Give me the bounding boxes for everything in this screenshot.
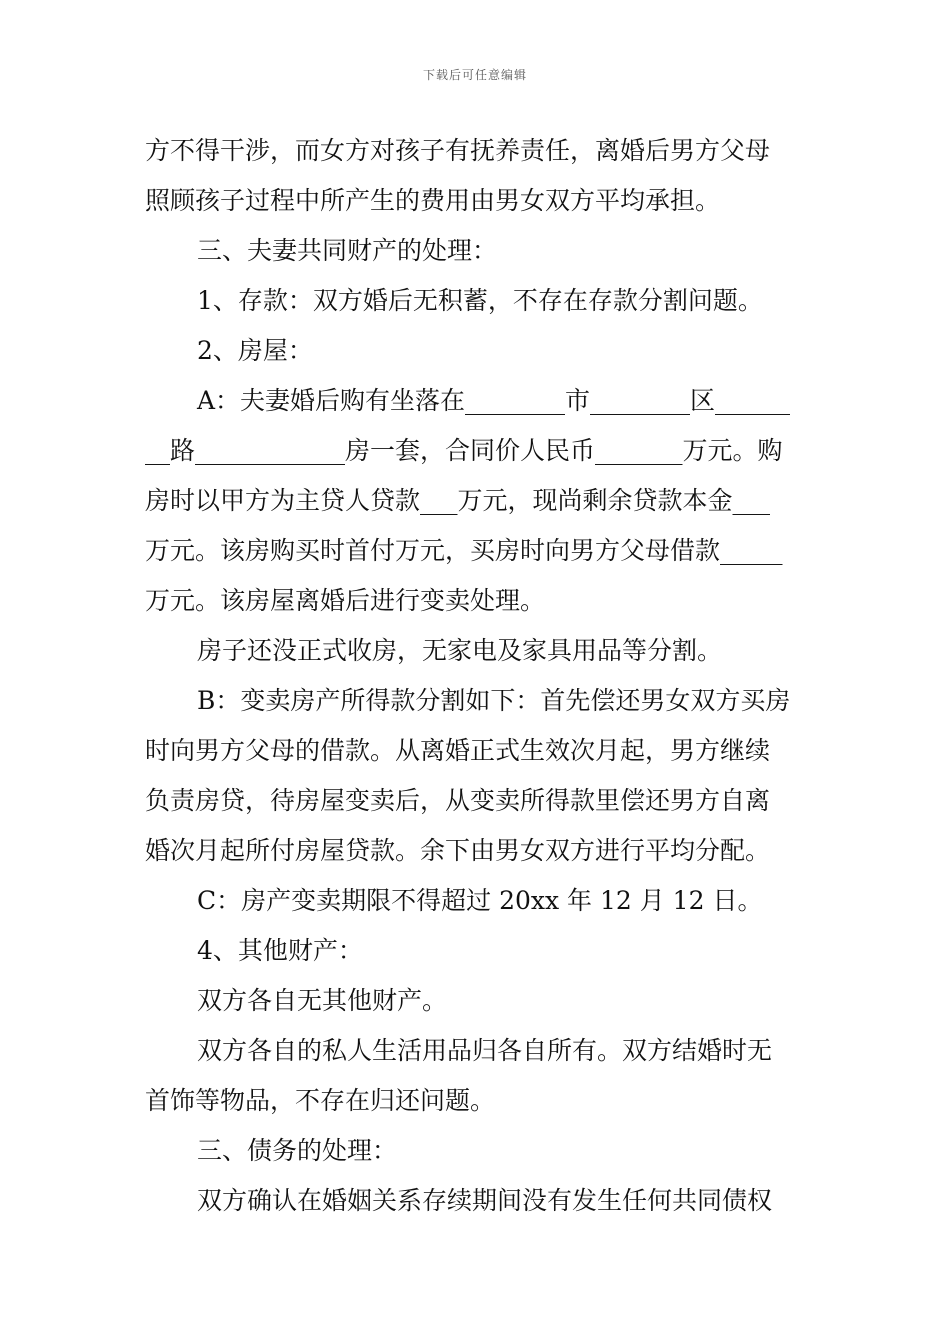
document-body: [145, 126, 807, 1226]
text-line: C：房产变卖期限不得超过 20xx 年 12 月 12 日。: [197, 886, 763, 915]
text-line: 时向男方父母的借款。从离婚正式生效次月起，男方继续: [145, 736, 771, 765]
text-line: 婚次月起所付房屋贷款。余下由男女双方进行平均分配。: [145, 836, 771, 865]
text-line: 方不得干涉，而女方对孩子有抚养责任，离婚后男方父母: [145, 136, 771, 165]
text-line: 首饰等物品，不存在归还问题。: [145, 1086, 496, 1115]
text-line: 负责房贷，待房屋变卖后，从变卖所得款里偿还男方自离: [145, 786, 771, 815]
text-line: __路____________房一套，合同价人民币_______万元。购: [145, 436, 783, 465]
text-line: 万元。该房购买时首付万元，买房时向男方父母借款_____: [145, 536, 783, 565]
text-line: 房子还没正式收房，无家电及家具用品等分割。: [197, 636, 723, 665]
text-line: 4、其他财产：: [197, 936, 363, 965]
text-line: A：夫妻婚后购有坐落在________市________区______: [197, 386, 791, 415]
text-line: 2、房屋：: [197, 336, 313, 365]
section-heading: 三、债务的处理：: [197, 1136, 398, 1165]
page-header: 下载后可任意编辑: [422, 68, 527, 82]
text-line: 房时以甲方为主贷人贷款___万元，现尚剩余贷款本金___: [145, 486, 771, 515]
text-line: 双方确认在婚姻关系存续期间没有发生任何共同债权: [197, 1186, 773, 1215]
text-line: 双方各自的私人生活用品归各自所有。双方结婚时无: [197, 1036, 773, 1065]
text-line: 照顾孩子过程中所产生的费用由男女双方平均承担。: [145, 186, 721, 215]
text-line: 万元。该房屋离婚后进行变卖处理。: [145, 586, 546, 615]
text-line: 双方各自无其他财产。: [197, 986, 448, 1015]
text-line: B：变卖房产所得款分割如下：首先偿还男女双方买房: [197, 686, 791, 715]
text-line: 1、存款：双方婚后无积蓄，不存在存款分割问题。: [197, 286, 763, 315]
section-heading: 三、夫妻共同财产的处理：: [197, 236, 498, 265]
